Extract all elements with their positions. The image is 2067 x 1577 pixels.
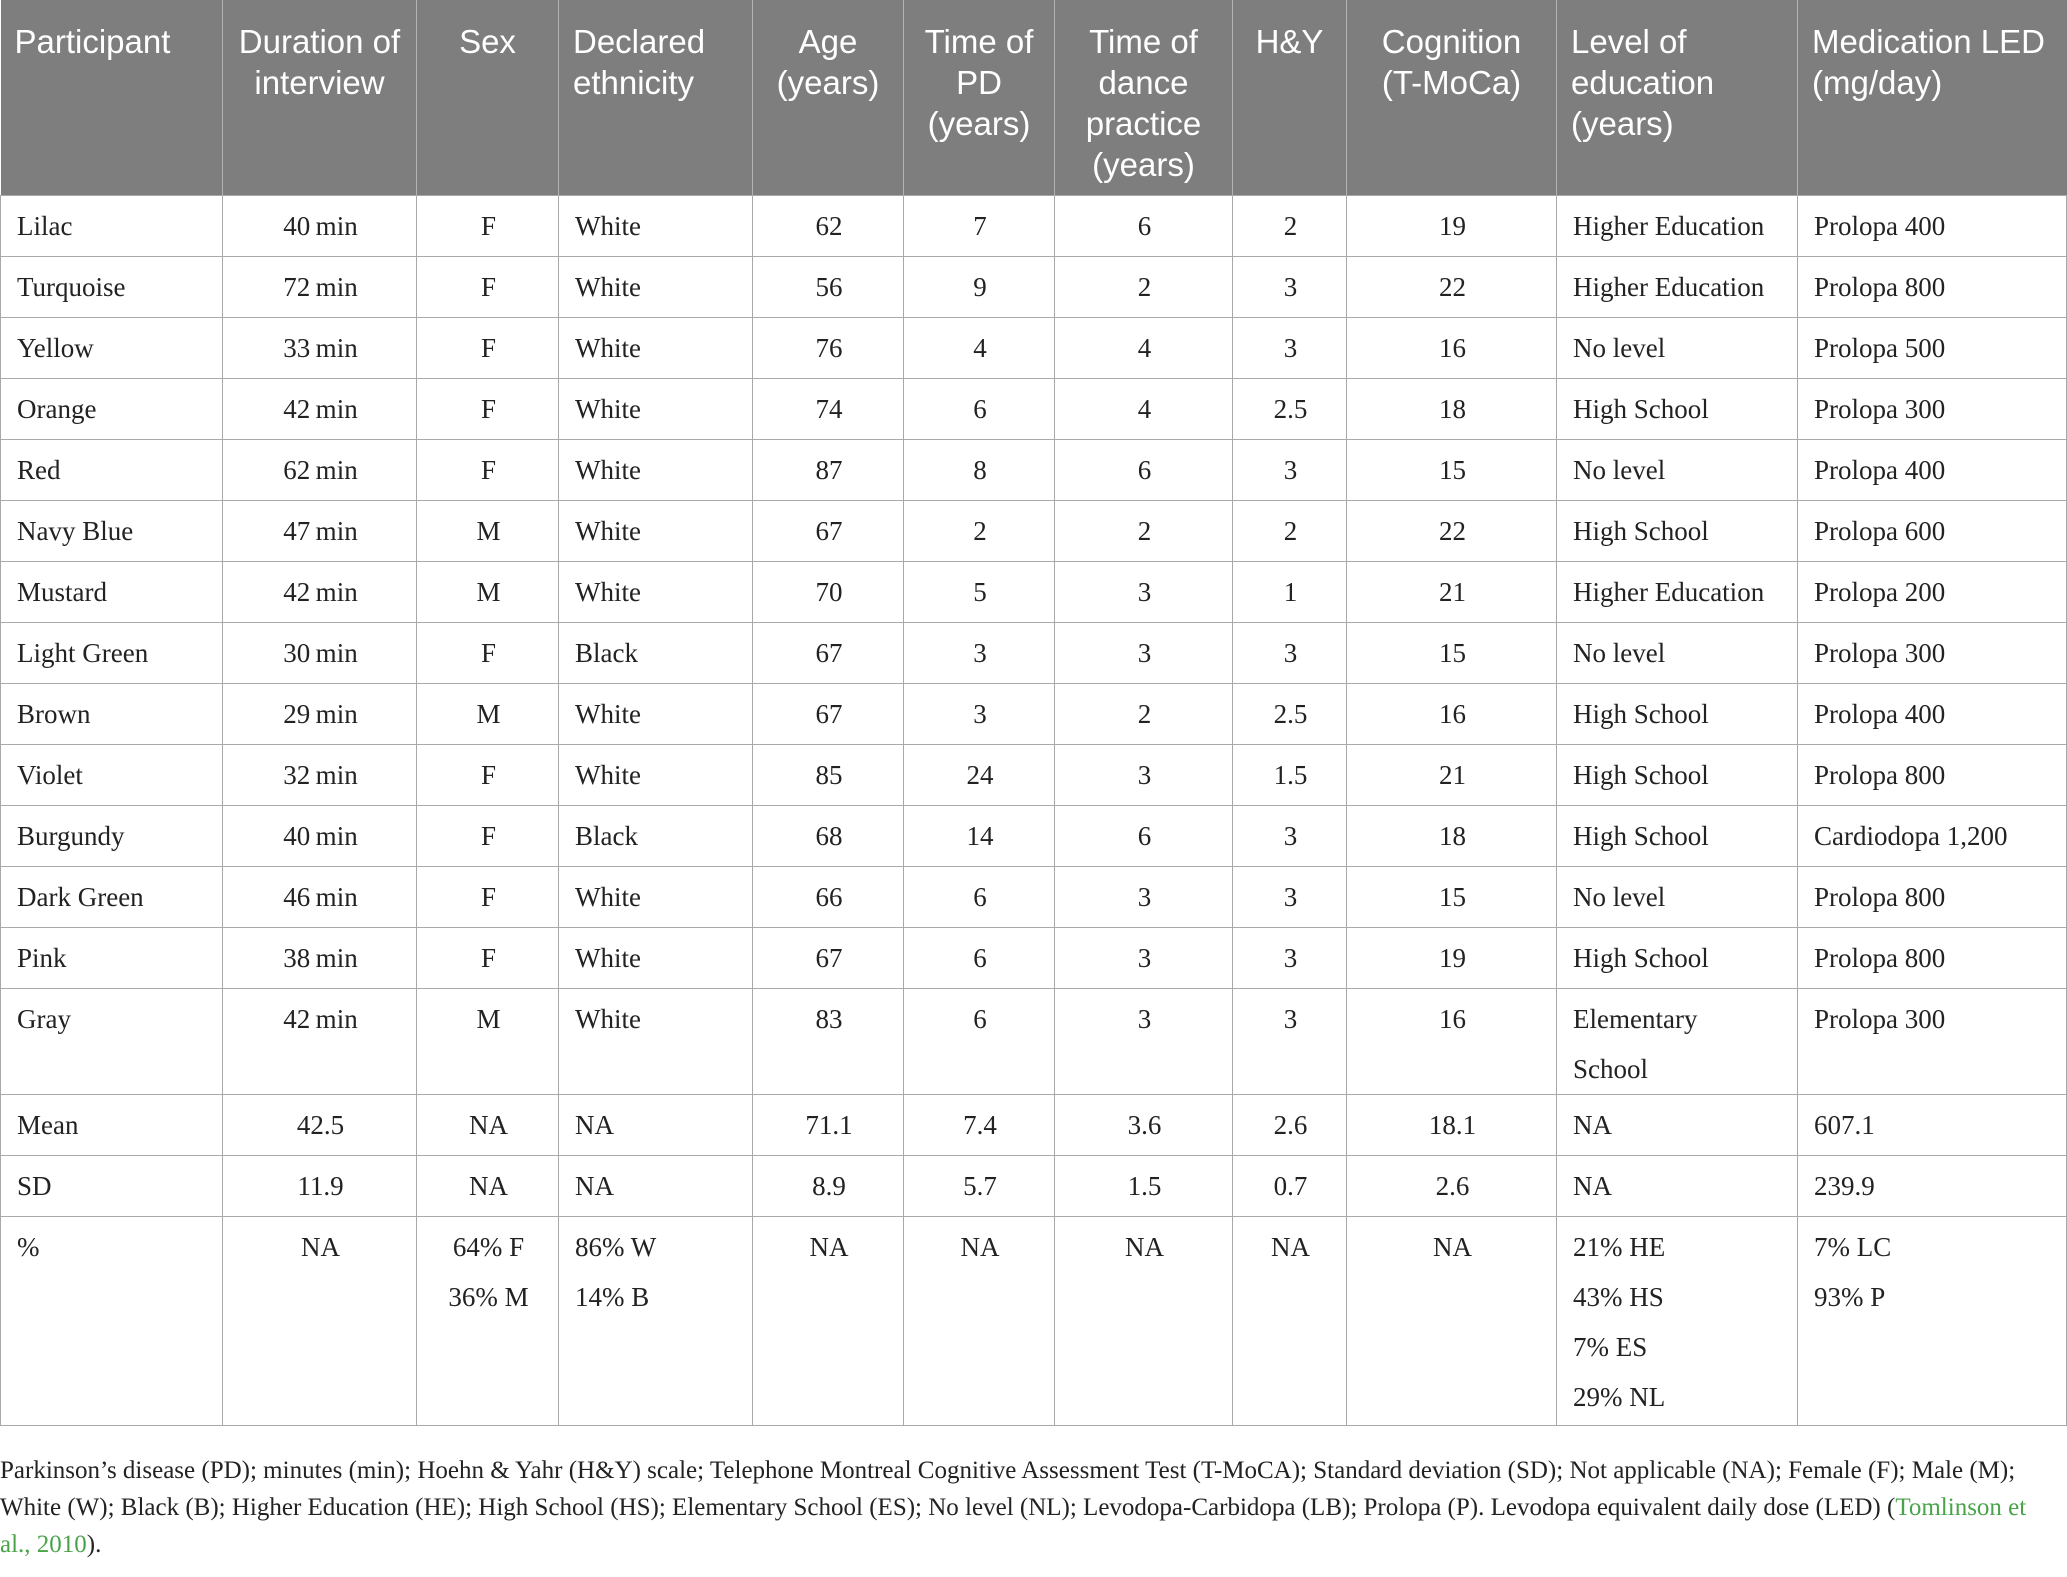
cell-medication: Cardiodopa 1,200 (1798, 806, 2067, 867)
cell-time-pd: 7 (904, 196, 1055, 257)
cell-pct-education-line: 43% HS (1573, 1282, 1664, 1312)
cell-sex: F (417, 745, 559, 806)
header-time-dance: Time of dance practice (years) (1055, 0, 1233, 196)
cell-time-pd: 3 (904, 623, 1055, 684)
cell-mean-time-dance: 3.6 (1055, 1095, 1233, 1156)
cell-education: High School (1557, 928, 1798, 989)
cell-education: No level (1557, 867, 1798, 928)
cell-mean-hy: 2.6 (1233, 1095, 1347, 1156)
cell-cognition: 21 (1347, 562, 1557, 623)
table-row (1, 684, 2067, 745)
cell-cognition: 19 (1347, 928, 1557, 989)
cell-duration: 72 min (223, 257, 417, 318)
cell-sd-hy: 0.7 (1233, 1156, 1347, 1217)
cell-hy: 3 (1233, 257, 1347, 318)
cell-medication: Prolopa 300 (1798, 623, 2067, 684)
cell-cognition: 18 (1347, 806, 1557, 867)
cell-pct-education-line: 29% NL (1573, 1382, 1666, 1412)
cell-pct-cognition: NA (1347, 1217, 1557, 1426)
cell-ethnicity: Black (559, 806, 753, 867)
header-medication: Medication LED (mg/day) (1798, 0, 2067, 196)
cell-sd-medication: 239.9 (1798, 1156, 2067, 1217)
cell-duration: 29 min (223, 684, 417, 745)
cell-participant: Navy Blue (1, 501, 223, 562)
cell-hy: 3 (1233, 623, 1347, 684)
cell-participant: Light Green (1, 623, 223, 684)
cell-hy: 2.5 (1233, 684, 1347, 745)
table-row-gray (1, 989, 2067, 1095)
cell-sex: M (417, 989, 559, 1095)
cell-participant: Red (1, 440, 223, 501)
cell-medication: Prolopa 200 (1798, 562, 2067, 623)
cell-age: 67 (753, 684, 904, 745)
cell-duration: 46 min (223, 867, 417, 928)
table-row (1, 623, 2067, 684)
cell-education: High School (1557, 806, 1798, 867)
cell-time-dance: 3 (1055, 867, 1233, 928)
cell-pct-education-line: 7% ES (1573, 1332, 1648, 1362)
cell-time-pd: 9 (904, 257, 1055, 318)
cell-mean-duration: 42.5 (223, 1095, 417, 1156)
cell-sd-ethnicity: NA (559, 1156, 753, 1217)
header-hy: H&Y (1233, 0, 1347, 196)
cell-duration: 42 min (223, 989, 417, 1095)
cell-age: 67 (753, 623, 904, 684)
header-education: Level of education (years) (1557, 0, 1798, 196)
table-row (1, 806, 2067, 867)
cell-sd-age: 8.9 (753, 1156, 904, 1217)
table-row (1, 745, 2067, 806)
cell-hy: 3 (1233, 318, 1347, 379)
citation-link[interactable]: Tomlinson et al., 2010 (0, 1494, 2027, 1558)
cell-age: 67 (753, 501, 904, 562)
cell-participant: Lilac (1, 196, 223, 257)
header-sex: Sex (417, 0, 559, 196)
cell-age: 70 (753, 562, 904, 623)
cell-time-pd: 6 (904, 867, 1055, 928)
footnote-text: Parkinson’s disease (PD); minutes (min); Hoehn & Yahr (H&Y) scale; Telephone Montreal Cognitive Assessment Test (T-MoCA); Standard deviation (SD); Not applicable (NA); Female (F); Male (M); White (W); Black (B); Higher Education (HE); High School (HS); Elementary School (ES); No level (NL); Levodopa-Carbidopa (LB); Prolopa (P). Levodopa equivalent daily dose (LED) ( (0, 1457, 2016, 1521)
cell-education: No level (1557, 318, 1798, 379)
cell-cognition: 15 (1347, 867, 1557, 928)
cell-medication: Prolopa 800 (1798, 928, 2067, 989)
table-row-mean (1, 1095, 2067, 1156)
cell-ethnicity: White (559, 196, 753, 257)
cell-duration: 33 min (223, 318, 417, 379)
cell-age: 67 (753, 928, 904, 989)
cell-participant: Orange (1, 379, 223, 440)
cell-pct-time-dance: NA (1055, 1217, 1233, 1426)
cell-time-dance: 6 (1055, 196, 1233, 257)
cell-time-dance: 4 (1055, 379, 1233, 440)
cell-education: High School (1557, 684, 1798, 745)
cell-duration: 30 min (223, 623, 417, 684)
cell-pct-ethnicity-line: 86% W (575, 1232, 657, 1262)
cell-pct-hy: NA (1233, 1217, 1347, 1426)
cell-time-dance: 2 (1055, 257, 1233, 318)
cell-mean-age: 71.1 (753, 1095, 904, 1156)
cell-hy: 3 (1233, 440, 1347, 501)
cell-participant: Gray (1, 989, 223, 1095)
header-cognition: Cognition (T-MoCa) (1347, 0, 1557, 196)
cell-pct-ethnicity-line: 14% B (575, 1282, 650, 1312)
cell-time-pd: 6 (904, 379, 1055, 440)
cell-participant: Burgundy (1, 806, 223, 867)
table-row (1, 562, 2067, 623)
cell-sex: F (417, 867, 559, 928)
cell-ethnicity: White (559, 928, 753, 989)
table-row-percent (1, 1217, 2067, 1426)
cell-sex: F (417, 806, 559, 867)
cell-time-dance: 3 (1055, 745, 1233, 806)
cell-sex: F (417, 928, 559, 989)
cell-cognition: 21 (1347, 745, 1557, 806)
cell-time-pd: 14 (904, 806, 1055, 867)
cell-time-dance: 2 (1055, 501, 1233, 562)
cell-time-dance: 3 (1055, 989, 1233, 1095)
cell-age: 74 (753, 379, 904, 440)
cell-education: High School (1557, 379, 1798, 440)
cell-time-dance: 3 (1055, 623, 1233, 684)
cell-duration: 42 min (223, 379, 417, 440)
cell-age: 68 (753, 806, 904, 867)
cell-hy: 1 (1233, 562, 1347, 623)
cell-cognition: 19 (1347, 196, 1557, 257)
table-footnote (0, 1452, 2060, 1563)
cell-education (1557, 989, 1798, 1095)
cell-duration: 40 min (223, 806, 417, 867)
header-time-pd: Time of PD (years) (904, 0, 1055, 196)
cell-age: 85 (753, 745, 904, 806)
cell-sex: F (417, 257, 559, 318)
cell-hy: 3 (1233, 806, 1347, 867)
table-row (1, 196, 2067, 257)
cell-time-pd: 6 (904, 989, 1055, 1095)
cell-education-line: Elementary (1573, 1004, 1698, 1034)
cell-sex: M (417, 562, 559, 623)
cell-sd-time-dance: 1.5 (1055, 1156, 1233, 1217)
cell-medication: Prolopa 800 (1798, 257, 2067, 318)
cell-ethnicity: White (559, 379, 753, 440)
table-header (1, 0, 2067, 196)
cell-time-dance: 3 (1055, 562, 1233, 623)
table-row (1, 928, 2067, 989)
cell-duration: 42 min (223, 562, 417, 623)
cell-education: High School (1557, 501, 1798, 562)
cell-time-pd: 24 (904, 745, 1055, 806)
header-row (1, 0, 2067, 196)
cell-time-dance: 2 (1055, 684, 1233, 745)
cell-cognition: 15 (1347, 623, 1557, 684)
cell-participant: Turquoise (1, 257, 223, 318)
cell-time-pd: 5 (904, 562, 1055, 623)
cell-pct-education (1557, 1217, 1798, 1426)
cell-sex: F (417, 196, 559, 257)
cell-age: 83 (753, 989, 904, 1095)
cell-pct-time-pd: NA (904, 1217, 1055, 1426)
cell-participant: Pink (1, 928, 223, 989)
cell-participant: Mustard (1, 562, 223, 623)
cell-time-pd: 4 (904, 318, 1055, 379)
cell-age: 87 (753, 440, 904, 501)
cell-mean-label: Mean (1, 1095, 223, 1156)
cell-age: 76 (753, 318, 904, 379)
cell-medication: Prolopa 800 (1798, 867, 2067, 928)
cell-time-pd: 8 (904, 440, 1055, 501)
cell-age: 62 (753, 196, 904, 257)
cell-duration: 40 min (223, 196, 417, 257)
cell-sd-cognition: 2.6 (1347, 1156, 1557, 1217)
cell-ethnicity: White (559, 501, 753, 562)
cell-duration: 62 min (223, 440, 417, 501)
cell-ethnicity: White (559, 989, 753, 1095)
cell-ethnicity: White (559, 684, 753, 745)
cell-medication: Prolopa 300 (1798, 989, 2067, 1095)
cell-mean-cognition: 18.1 (1347, 1095, 1557, 1156)
cell-age: 66 (753, 867, 904, 928)
table-row (1, 318, 2067, 379)
cell-sex: F (417, 318, 559, 379)
table-row (1, 440, 2067, 501)
cell-cognition: 15 (1347, 440, 1557, 501)
cell-education: No level (1557, 623, 1798, 684)
cell-mean-education: NA (1557, 1095, 1798, 1156)
cell-pct-medication-line: 93% P (1814, 1282, 1886, 1312)
cell-mean-time-pd: 7.4 (904, 1095, 1055, 1156)
cell-participant: Violet (1, 745, 223, 806)
cell-sex: M (417, 684, 559, 745)
cell-duration: 38 min (223, 928, 417, 989)
cell-cognition: 18 (1347, 379, 1557, 440)
cell-sex: F (417, 379, 559, 440)
cell-sd-duration: 11.9 (223, 1156, 417, 1217)
cell-pct-ethnicity (559, 1217, 753, 1426)
cell-hy: 2 (1233, 501, 1347, 562)
cell-hy: 2 (1233, 196, 1347, 257)
cell-sex: F (417, 440, 559, 501)
footnote-tail: ). (86, 1531, 102, 1558)
table-row (1, 867, 2067, 928)
cell-cognition: 16 (1347, 989, 1557, 1095)
cell-cognition: 16 (1347, 318, 1557, 379)
cell-pct-medication (1798, 1217, 2067, 1426)
cell-pct-education-line: 21% HE (1573, 1232, 1666, 1262)
cell-sd-sex: NA (417, 1156, 559, 1217)
cell-time-pd: 3 (904, 684, 1055, 745)
cell-time-dance: 3 (1055, 928, 1233, 989)
cell-pct-medication-line: 7% LC (1814, 1232, 1892, 1262)
cell-education: Higher Education (1557, 562, 1798, 623)
cell-participant: Yellow (1, 318, 223, 379)
header-age: Age (years) (753, 0, 904, 196)
cell-mean-medication: 607.1 (1798, 1095, 2067, 1156)
cell-education: No level (1557, 440, 1798, 501)
cell-pct-sex-line: 36% M (448, 1282, 529, 1312)
cell-mean-sex: NA (417, 1095, 559, 1156)
cell-medication: Prolopa 400 (1798, 684, 2067, 745)
table-row-sd (1, 1156, 2067, 1217)
cell-pct-age: NA (753, 1217, 904, 1426)
cell-time-dance: 6 (1055, 806, 1233, 867)
cell-medication: Prolopa 300 (1798, 379, 2067, 440)
cell-pct-duration: NA (223, 1217, 417, 1426)
cell-pct-label: % (1, 1217, 223, 1426)
header-ethnicity: Declared ethnicity (559, 0, 753, 196)
cell-pct-sex (417, 1217, 559, 1426)
cell-sd-education: NA (1557, 1156, 1798, 1217)
cell-sex: M (417, 501, 559, 562)
table-row (1, 257, 2067, 318)
header-participant: Participant (1, 0, 223, 196)
cell-education: High School (1557, 745, 1798, 806)
cell-education-line: School (1573, 1054, 1649, 1084)
cell-cognition: 22 (1347, 501, 1557, 562)
cell-time-pd: 2 (904, 501, 1055, 562)
cell-cognition: 16 (1347, 684, 1557, 745)
cell-sex: F (417, 623, 559, 684)
cell-hy: 3 (1233, 928, 1347, 989)
cell-hy: 2.5 (1233, 379, 1347, 440)
cell-duration: 47 min (223, 501, 417, 562)
cell-ethnicity: White (559, 257, 753, 318)
header-duration: Duration of interview (223, 0, 417, 196)
cell-education: Higher Education (1557, 257, 1798, 318)
cell-time-pd: 6 (904, 928, 1055, 989)
cell-hy: 3 (1233, 989, 1347, 1095)
table-row (1, 501, 2067, 562)
cell-participant: Dark Green (1, 867, 223, 928)
cell-cognition: 22 (1347, 257, 1557, 318)
cell-education: Higher Education (1557, 196, 1798, 257)
cell-sd-time-pd: 5.7 (904, 1156, 1055, 1217)
cell-pct-sex-line: 64% F (452, 1232, 525, 1262)
cell-ethnicity: White (559, 562, 753, 623)
cell-participant: Brown (1, 684, 223, 745)
cell-ethnicity: Black (559, 623, 753, 684)
cell-ethnicity: White (559, 318, 753, 379)
cell-medication: Prolopa 400 (1798, 440, 2067, 501)
cell-time-dance: 4 (1055, 318, 1233, 379)
cell-hy: 1.5 (1233, 745, 1347, 806)
cell-ethnicity: White (559, 745, 753, 806)
cell-time-dance: 6 (1055, 440, 1233, 501)
cell-age: 56 (753, 257, 904, 318)
cell-medication: Prolopa 600 (1798, 501, 2067, 562)
cell-medication: Prolopa 800 (1798, 745, 2067, 806)
cell-hy: 3 (1233, 867, 1347, 928)
table-row (1, 379, 2067, 440)
cell-medication: Prolopa 400 (1798, 196, 2067, 257)
cell-sd-label: SD (1, 1156, 223, 1217)
cell-ethnicity: White (559, 867, 753, 928)
cell-mean-ethnicity: NA (559, 1095, 753, 1156)
cell-ethnicity: White (559, 440, 753, 501)
table-body (1, 196, 2067, 1426)
cell-duration: 32 min (223, 745, 417, 806)
cell-medication: Prolopa 500 (1798, 318, 2067, 379)
